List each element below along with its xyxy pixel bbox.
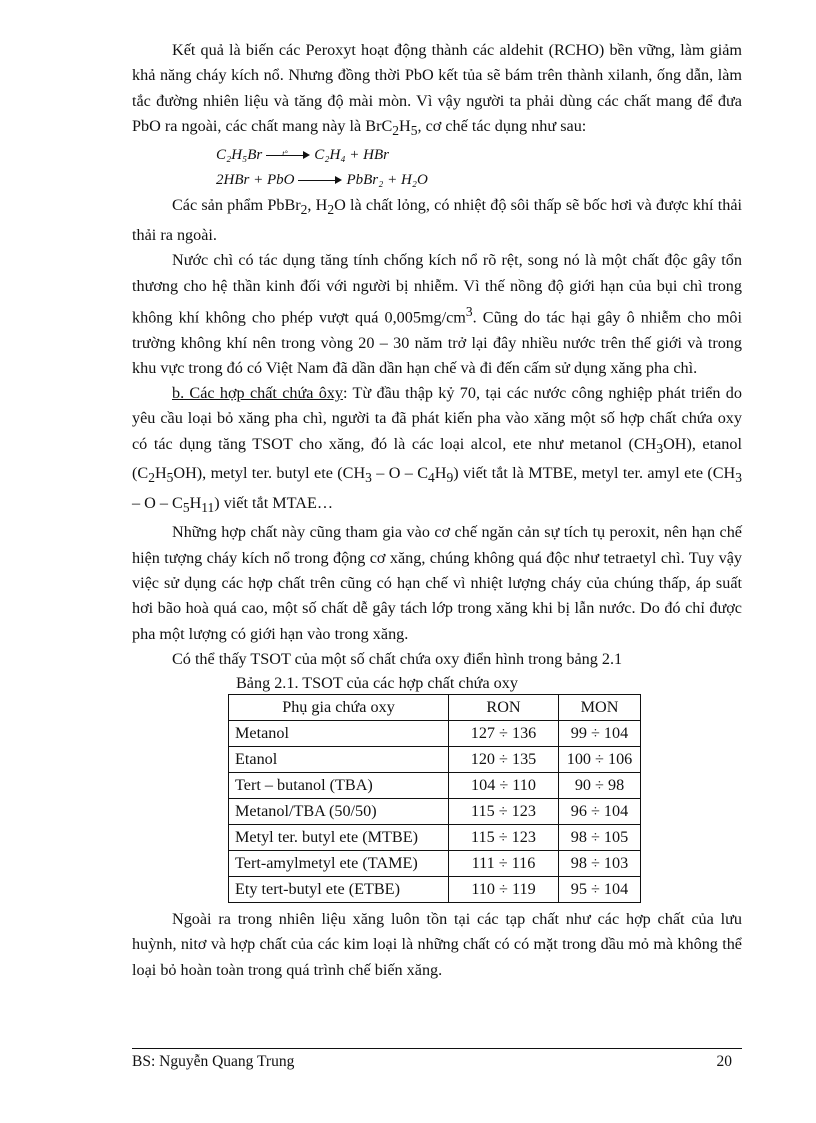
table-cell: 100 ÷ 106: [559, 747, 641, 773]
paragraph-2: Các sản phẩm PbBr$_2$, $H_2O$ là chất lỏng, có nhiệt độ sôi thấp sẽ bốc hơi và được khí thải thải ra ngoài.: [132, 196, 743, 244]
table-cell: Tert – butanol (TBA): [229, 773, 449, 799]
equation-1: C₂H₅Br t° C₂H₄ + HBr: [216, 147, 390, 164]
table-row: [229, 877, 641, 903]
table-cell: Ety tert-butyl ete (ETBE): [229, 877, 449, 903]
reaction-arrow-icon: t°: [266, 151, 310, 161]
table-cell: Tert-amylmetyl ete (TAME): [229, 851, 449, 877]
table-cell: 104 ÷ 110: [449, 773, 559, 799]
footer-divider: [132, 1048, 742, 1049]
paragraph-7: Ngoài ra trong nhiên liệu xăng luôn tồn tại các tạp chất như các hợp chất của lưu huỳnh, nitơ và hợp chất của các kim loại là những chất có có mặt trong dầu mỏ mà không thể loại bỏ hoàn toàn trong quá trình chế biến xăng.: [132, 910, 742, 979]
table-cell: 111 ÷ 116: [449, 851, 559, 877]
table-cell: 127 ÷ 136: [449, 721, 559, 747]
table-row: [229, 825, 641, 851]
table-header: MON: [559, 695, 641, 721]
table-cell: 120 ÷ 135: [449, 747, 559, 773]
table-row: [229, 851, 641, 877]
table-row: [229, 721, 641, 747]
paragraph-3: Nước chì có tác dụng tăng tính chống kích nổ rõ rệt, song nó là một chất độc gây tổn thương cho hệ thần kinh đối với người bị nhiễm. Vì thế nồng độ giới hạn của bụi chì trong không khí không cho phép vượt quá $0,005mg/cm^3$. Cũng do tác hại gây ô nhiễm cho môi trường không khí nên trong vòng 20 – 30 năm trở lại đây nhiều nước trên thế giới và trong khu vực trong đó có Việt Nam đã dần dần hạn chế và đi đến cấm sử dụng xăng pha chì.: [132, 251, 743, 377]
paragraph-1: Kết quả là biến các Peroxyt hoạt động thành các aldehit (RCHO) bền vững, làm giảm khả năng cháy kích nổ. Nhưng đồng thời PbO kết tủa sẽ bám trên thành xilanh, ống dẫn, làm tắc đường nhiên liệu và tăng độ mài mòn. Vì vậy người ta phải dùng các chất mang để đưa PbO ra ngoài, các chất mang này là $BrC_2H_5$, cơ chế tác dụng như sau:: [132, 41, 742, 139]
table-cell: 115 ÷ 123: [449, 825, 559, 851]
table-header: Phụ gia chứa oxy: [229, 695, 449, 721]
equation-2: 2HBr + PbO PbBr₂ + H₂O: [216, 172, 428, 189]
table-header-row: [229, 695, 641, 721]
paragraph-4: b. Các hợp chất chứa ôxy: Từ đầu thập kỷ 70, tại các nước công nghiệp phát triển do yêu cầu loại bỏ xăng pha chì, người ta đã phát kiến pha vào xăng một số hợp chất chứa oxy có tác dụng tăng TSOT cho xăng, đó là các loại alcol, ete như metanol $(CH_3OH)$, etanol $(C_2H_5OH)$, metyl ter. butyl ete ($CH_3$ – O – $C_4H_9$) viết tắt là MTBE, metyl ter. amyl ete ($CH_3$ – O – $C_5H_{11}$) viết tắt MTAE…: [132, 384, 742, 516]
reaction-arrow-icon: [298, 176, 342, 186]
table-cell: Metanol: [229, 721, 449, 747]
paragraph-6: Có thể thấy TSOT của một số chất chứa oxy điển hình trong bảng 2.1: [172, 649, 623, 668]
table-cell: Etanol: [229, 747, 449, 773]
table-cell: 98 ÷ 103: [559, 851, 641, 877]
footer-author: BS: Nguyễn Quang Trung: [132, 1053, 295, 1070]
page-number: 20: [716, 1053, 732, 1070]
table-cell: Metanol/TBA (50/50): [229, 799, 449, 825]
table-cell: 90 ÷ 98: [559, 773, 641, 799]
table-caption: Bảng 2.1. TSOT của các hợp chất chứa oxy: [236, 674, 518, 693]
table-row: [229, 773, 641, 799]
table-cell: 99 ÷ 104: [559, 721, 641, 747]
table-row: [229, 747, 641, 773]
table-cell: 110 ÷ 119: [449, 877, 559, 903]
table-header: RON: [449, 695, 559, 721]
table-cell: 95 ÷ 104: [559, 877, 641, 903]
paragraph-5: Những hợp chất này cũng tham gia vào cơ chế ngăn cản sự tích tụ peroxit, nên hạn chế hiện tượng cháy kích nổ trong động cơ xăng, chúng không quá độc như tetraetyl chì. Tuy vậy việc sử dụng các hợp chất trên cũng có hạn chế vì nhiệt lượng cháy của chúng thấp, áp suất hơi bão hoà quá cao, một số chất dễ gây tách lớp trong xăng khi bị lẫn nước. Do đó chỉ được pha một lượng có giới hạn vào trong xăng.: [132, 523, 742, 643]
table-cell: 96 ÷ 104: [559, 799, 641, 825]
page-footer: [132, 1053, 742, 1071]
table-cell: 98 ÷ 105: [559, 825, 641, 851]
page-body: [132, 38, 742, 983]
table-cell: 115 ÷ 123: [449, 799, 559, 825]
section-heading: b. Các hợp chất chứa ôxy: [172, 384, 344, 403]
table-row: [229, 799, 641, 825]
table-cell: Metyl ter. butyl ete (MTBE): [229, 825, 449, 851]
oxygenate-table: [228, 694, 641, 903]
